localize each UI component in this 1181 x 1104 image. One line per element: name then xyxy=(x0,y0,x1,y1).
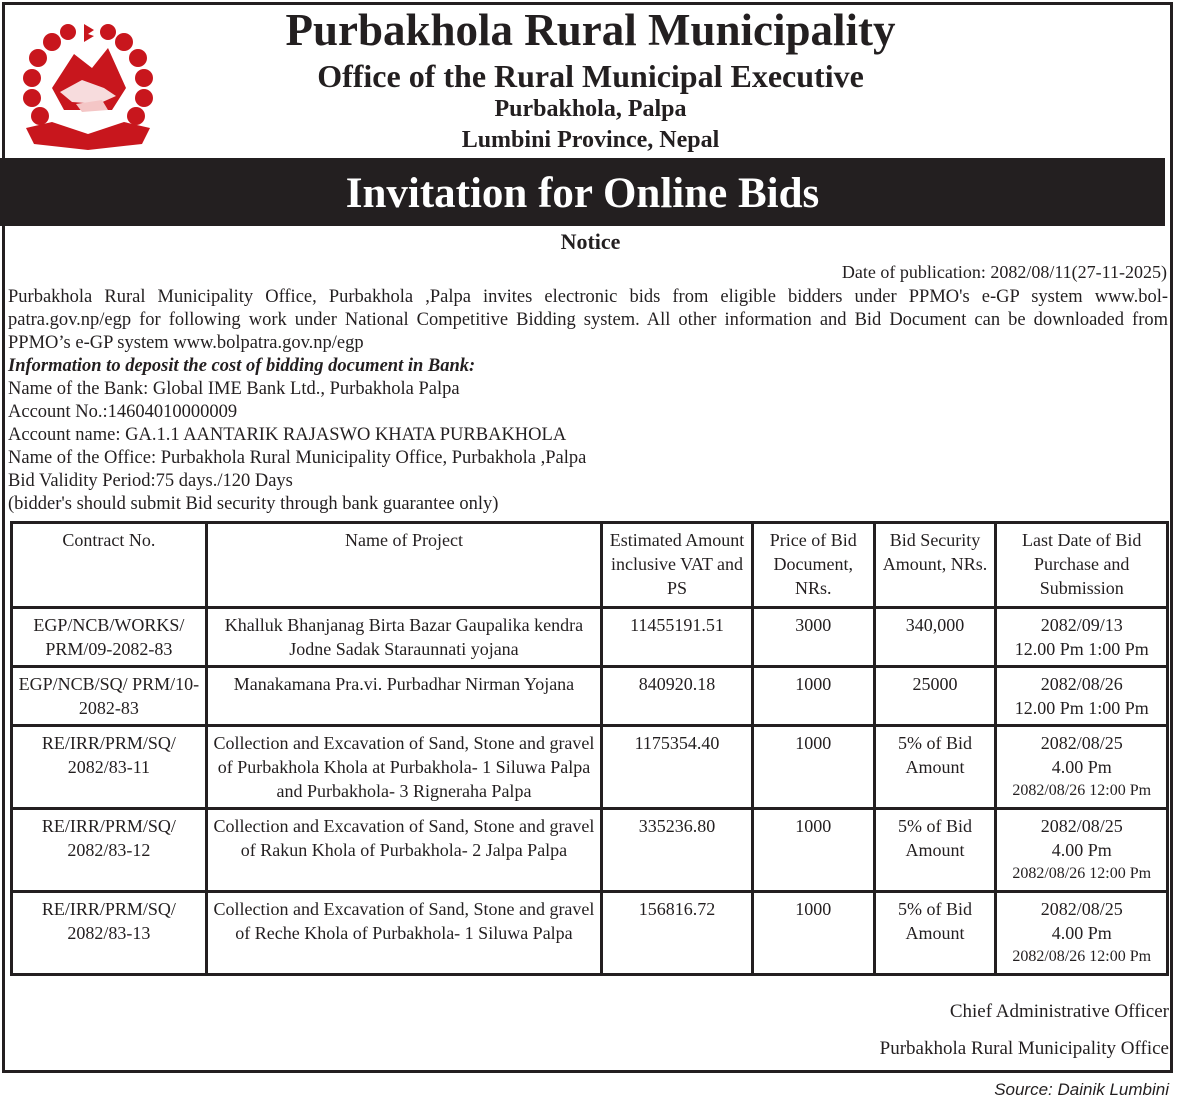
location-line-1: Purbakhola, Palpa xyxy=(494,96,687,122)
last-date xyxy=(996,809,1168,892)
bank-name: Name of the Bank: Global IME Bank Ltd., Purbakhola Palpa xyxy=(8,379,460,399)
table-header-row xyxy=(12,523,1168,608)
table-row xyxy=(12,892,1168,975)
intro-paragraph: Purbakhola Rural Municipality Office, Purbakhola ,Palpa invites electronic bids from eligible bidders under PPMO's e-GP system www.bol-patra.gov.np/egp for following work under National Competitive Bidding system. All other information and Bid Document can be downloaded from PPMO’s e-GP system www.bolpatra.gov.np/egp xyxy=(8,287,1168,353)
contract-no: RE/IRR/PRM/SQ/ 2082/83-12 xyxy=(12,809,207,892)
header-last-date: Last Date of Bid Purchase and Submission xyxy=(996,523,1168,608)
header-doc-price: Price of Bid Document, NRs. xyxy=(752,523,874,608)
contract-no: EGP/NCB/SQ/ PRM/10-2082-83 xyxy=(12,667,207,726)
project-name: Khalluk Bhanjanag Birta Bazar Gaupalika kendra Jodne Sadak Staraunnati yojana xyxy=(206,608,601,667)
bid-security: 340,000 xyxy=(874,608,996,667)
contract-no: EGP/NCB/WORKS/ PRM/09-2082-83 xyxy=(12,608,207,667)
bid-security: 5% of Bid Amount xyxy=(874,809,996,892)
submission-date: 2082/08/26 12:00 Pm xyxy=(1012,782,1152,799)
submission-date: 2082/08/26 12:00 Pm xyxy=(1012,948,1152,965)
bid-security: 25000 xyxy=(874,667,996,726)
last-date-time: 4.00 Pm xyxy=(1051,840,1112,860)
publication-date: Date of publication: 2082/08/11(27-11-2025) xyxy=(841,262,1167,282)
header-contract-no: Contract No. xyxy=(12,523,207,608)
project-name: Collection and Excavation of Sand, Stone and gravel of Rakun Khola of Purbakhola- 2 Jalpa Palpa xyxy=(206,809,601,892)
header xyxy=(0,0,1165,158)
municipality-title: Purbakhola Rural Municipality xyxy=(285,5,896,55)
estimated-amount: 1175354.40 xyxy=(602,726,753,809)
doc-price: 1000 xyxy=(752,667,874,726)
project-name: Manakamana Pra.vi. Purbadhar Nirman Yojana xyxy=(206,667,601,726)
office-subtitle: Office of the Rural Municipal Executive xyxy=(317,58,864,94)
last-date xyxy=(996,667,1168,726)
doc-price: 1000 xyxy=(752,726,874,809)
account-number: Account No.:14604010000009 xyxy=(8,402,238,422)
bids-table xyxy=(10,521,1169,976)
contract-no: RE/IRR/PRM/SQ/ 2082/83-11 xyxy=(12,726,207,809)
last-date xyxy=(996,726,1168,809)
office-name: Name of the Office: Purbakhola Rural Municipality Office, Purbakhola ,Palpa xyxy=(8,448,587,468)
doc-price: 1000 xyxy=(752,892,874,975)
location-line-2: Lumbini Province, Nepal xyxy=(461,127,720,153)
banner-title: Invitation for Online Bids xyxy=(0,158,1165,226)
estimated-amount: 840920.18 xyxy=(602,667,753,726)
project-name: Collection and Excavation of Sand, Stone and gravel of Purbakhola Khola at Purbakhola- 1 Siluwa Palpa and Purbakhola- 3 Rigneraha Palpa xyxy=(206,726,601,809)
last-date-time: 12.00 Pm 1:00 Pm xyxy=(1014,639,1149,659)
last-date-value: 2082/08/26 xyxy=(1040,674,1123,694)
bid-security-note: (bidder's should submit Bid security through bank guarantee only) xyxy=(8,494,499,514)
last-date xyxy=(996,608,1168,667)
doc-price: 3000 xyxy=(752,608,874,667)
account-name: Account name: GA.1.1 AANTARIK RAJASWO KHATA PURBAKHOLA xyxy=(8,425,567,445)
notice-heading: Notice xyxy=(560,229,621,254)
bid-security: 5% of Bid Amount xyxy=(874,726,996,809)
header-estimated-amount: Estimated Amount inclusive VAT and PS xyxy=(602,523,753,608)
doc-price: 1000 xyxy=(752,809,874,892)
last-date-value: 2082/09/13 xyxy=(1040,615,1123,635)
header-project-name: Name of Project xyxy=(206,523,601,608)
table-row xyxy=(12,809,1168,892)
submission-date: 2082/08/26 12:00 Pm xyxy=(1012,865,1152,882)
bank-info-heading: Information to deposit the cost of bidding document in Bank: xyxy=(8,356,476,376)
notice-body xyxy=(8,286,1168,516)
header-bid-security: Bid Security Amount, NRs. xyxy=(874,523,996,608)
last-date-time: 12.00 Pm 1:00 Pm xyxy=(1014,698,1149,718)
estimated-amount: 156816.72 xyxy=(602,892,753,975)
last-date-time: 4.00 Pm xyxy=(1051,923,1112,943)
last-date-time: 4.00 Pm xyxy=(1051,757,1112,777)
last-date-value: 2082/08/25 xyxy=(1040,899,1123,919)
last-date-value: 2082/08/25 xyxy=(1040,816,1123,836)
last-date xyxy=(996,892,1168,975)
contract-no: RE/IRR/PRM/SQ/ 2082/83-13 xyxy=(12,892,207,975)
bid-security: 5% of Bid Amount xyxy=(874,892,996,975)
table-row xyxy=(12,608,1168,667)
signatory-office: Purbakhola Rural Municipality Office xyxy=(879,1038,1169,1059)
bid-validity: Bid Validity Period:75 days./120 Days xyxy=(8,471,293,491)
table-row xyxy=(12,667,1168,726)
estimated-amount: 11455191.51 xyxy=(602,608,753,667)
last-date-value: 2082/08/25 xyxy=(1040,733,1123,753)
estimated-amount: 335236.80 xyxy=(602,809,753,892)
signatory-title: Chief Administrative Officer xyxy=(949,1001,1169,1022)
source-credit: Source: Dainik Lumbini xyxy=(994,1080,1169,1099)
project-name: Collection and Excavation of Sand, Stone and gravel of Reche Khola of Purbakhola- 1 Siluwa Palpa xyxy=(206,892,601,975)
table-row xyxy=(12,726,1168,809)
